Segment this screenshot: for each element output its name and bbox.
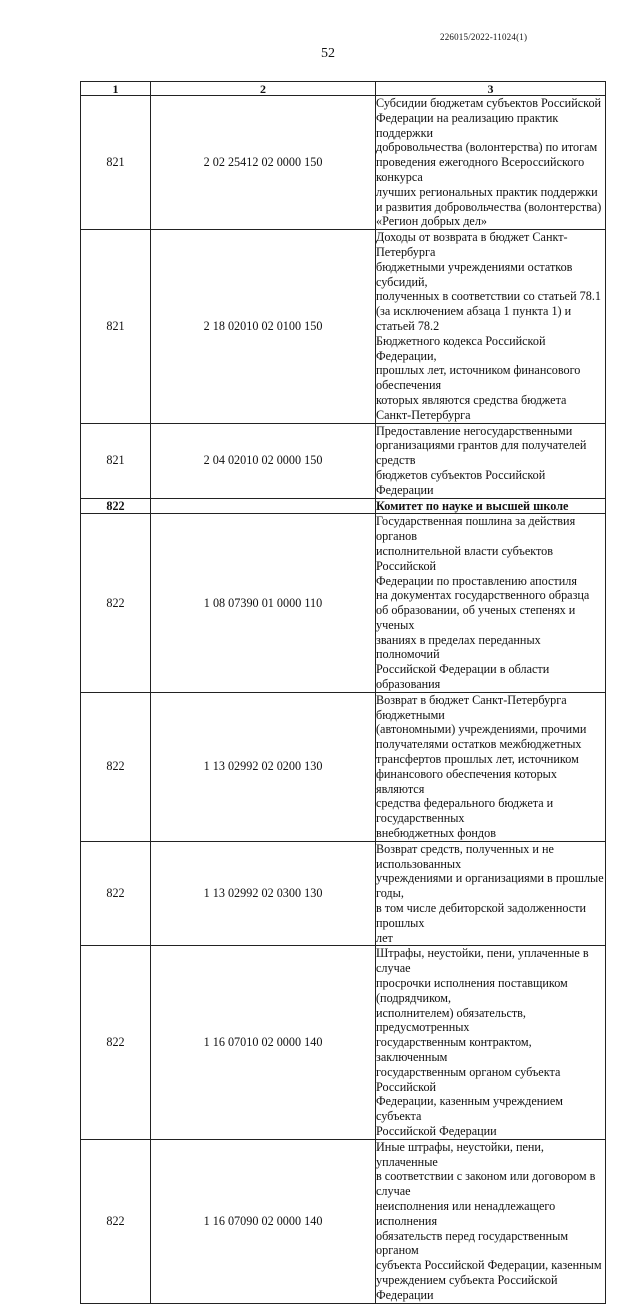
budget-code-cell: 1 13 02992 02 0300 130 xyxy=(151,841,376,946)
column-header: 2 xyxy=(151,82,376,96)
description-cell: Предоставление негосударственными организациями грантов для получателей средств бюджетов субъектов Российской Федерации xyxy=(376,423,606,498)
admin-code-cell: 822 xyxy=(81,692,151,841)
budget-code-cell: 1 16 07090 02 0000 140 xyxy=(151,1139,376,1303)
section-header-row xyxy=(81,498,606,514)
table-row xyxy=(81,514,606,693)
table-row xyxy=(81,96,606,230)
budget-code-cell xyxy=(151,498,376,514)
admin-code-cell: 822 xyxy=(81,498,151,514)
document-id: 226015/2022-11024(1) xyxy=(440,32,528,42)
table-row xyxy=(81,1139,606,1303)
table-row xyxy=(81,692,606,841)
budget-code-cell: 1 13 02992 02 0200 130 xyxy=(151,692,376,841)
admin-code-cell: 822 xyxy=(81,1139,151,1303)
description-cell: Возврат в бюджет Санкт-Петербурга бюджетными (автономными) учреждениями, прочими получателями остатков межбюджетных трансфертов прошлых лет, источником финансового обеспечения которых являются средства федерального бюджета и государственных внебюджетных фондов xyxy=(376,692,606,841)
section-title-cell: Комитет по науке и высшей школе xyxy=(376,498,606,514)
description-cell: Государственная пошлина за действия органов исполнительной власти субъектов Российской Федерации по проставлению апостиля на документах государственного образца об образовании, об ученых степенях и ученых званиях в пределах переданных полномочий Российской Федерации в области образования xyxy=(376,514,606,693)
description-cell: Иные штрафы, неустойки, пени, уплаченные в соответствии с законом или договором в случае неисполнения или ненадлежащего исполнения обязательств перед государственным органом субъекта Российской Федерации, казенным учреждением субъекта Российской Федерации xyxy=(376,1139,606,1303)
description-cell: Возврат средств, полученных и не использованных учреждениями и организациями в прошлые годы, в том числе дебиторской задолженности прошлых лет xyxy=(376,841,604,945)
table-row xyxy=(81,946,606,1139)
table-row xyxy=(81,230,606,423)
budget-code-cell: 1 16 07010 02 0000 140 xyxy=(151,946,376,1139)
budget-codes-table xyxy=(80,81,606,1304)
budget-code-cell: 1 08 07390 01 0000 110 xyxy=(151,514,376,693)
page-number: 52 xyxy=(321,46,335,61)
column-header: 3 xyxy=(376,82,606,96)
budget-code-cell: 2 18 02010 02 0100 150 xyxy=(151,230,376,423)
admin-code-cell: 822 xyxy=(81,841,151,946)
table-header-row xyxy=(81,82,606,96)
column-header: 1 xyxy=(81,82,151,96)
admin-code-cell: 821 xyxy=(81,423,151,498)
description-cell: Доходы от возврата в бюджет Санкт-Петербурга бюджетными учреждениями остатков субсидий, полученных в соответствии со статьей 78.1 (за исключением абзаца 1 пункта 1) и статьей 78.2 Бюджетного кодекса Российской Федерации, прошлых лет, источником финансового обеспечения которых являются средства бюджета Санкт-Петербурга xyxy=(376,230,606,423)
admin-code-cell: 821 xyxy=(81,96,151,230)
admin-code-cell: 822 xyxy=(81,514,151,693)
description-cell: Штрафы, неустойки, пени, уплаченные в случае просрочки исполнения поставщиком (подрядчиком, исполнителем) обязательств, предусмотренных государственным контрактом, заключенным государственным органом субъекта Российской Федерации, казенным учреждением субъекта Российской Федерации xyxy=(376,946,606,1139)
table-row xyxy=(81,841,606,946)
description-cell: Субсидии бюджетам субъектов Российской Федерации на реализацию практик поддержки добровольчества (волонтерства) по итогам проведения ежегодного Всероссийского конкурса лучших региональных практик поддержки и развития добровольчества (волонтерства) «Регион добрых дел» xyxy=(376,96,606,230)
table-row xyxy=(81,423,606,498)
budget-code-cell: 2 04 02010 02 0000 150 xyxy=(151,423,376,498)
admin-code-cell: 822 xyxy=(81,946,151,1139)
admin-code-cell: 821 xyxy=(81,230,151,423)
budget-code-cell: 2 02 25412 02 0000 150 xyxy=(151,96,376,230)
